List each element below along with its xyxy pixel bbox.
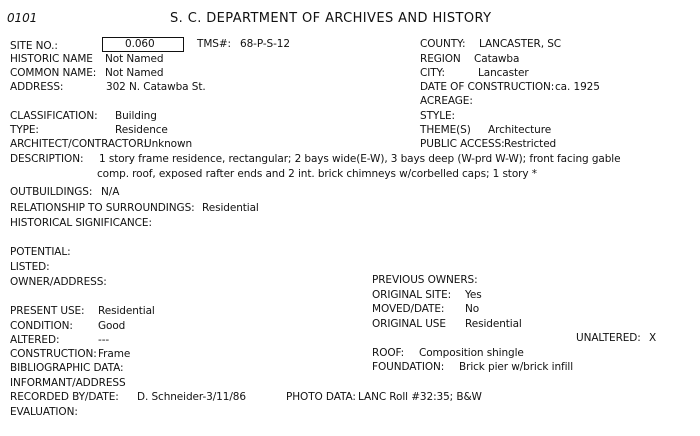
bibliographic-label: BIBLIOGRAPHIC DATA: bbox=[10, 362, 124, 374]
original-use-label: ORIGINAL USE bbox=[372, 318, 446, 330]
public-access-label: PUBLIC ACCESS: bbox=[420, 138, 505, 150]
construction-value: Frame bbox=[98, 348, 131, 360]
photo-data-label: PHOTO DATA: bbox=[286, 391, 356, 403]
classification-label: CLASSIFICATION: bbox=[10, 110, 98, 122]
theme-value: Architecture bbox=[488, 124, 552, 136]
county-value: LANCASTER, SC bbox=[479, 38, 562, 50]
original-site-label: ORIGINAL SITE: bbox=[372, 289, 452, 301]
tms-label: TMS#: bbox=[197, 38, 231, 50]
altered-value: --- bbox=[98, 334, 110, 346]
address-value: 302 N. Catawba St. bbox=[106, 81, 206, 93]
site-no-value: 0.060 bbox=[125, 38, 155, 50]
listed-label: LISTED: bbox=[10, 261, 50, 273]
previous-owners-label: PREVIOUS OWNERS: bbox=[372, 274, 478, 286]
county-label: COUNTY: bbox=[420, 38, 466, 50]
city-label: CITY: bbox=[420, 67, 445, 79]
original-site-value: Yes bbox=[465, 289, 482, 301]
date-of-construction-label: DATE OF CONSTRUCTION: bbox=[420, 81, 555, 93]
recorded-label: RECORDED BY/DATE: bbox=[10, 391, 119, 403]
relationship-label: RELATIONSHIP TO SURROUNDINGS: bbox=[10, 202, 195, 214]
style-label: STYLE: bbox=[420, 110, 455, 122]
description-line-1: 1 story frame residence, rectangular; 2 bays wide(E-W), 3 bays deep (W-prd W-W); front facing gable bbox=[99, 153, 621, 165]
altered-label: ALTERED: bbox=[10, 334, 60, 346]
present-use-value: Residential bbox=[98, 305, 155, 317]
unaltered-label: UNALTERED: bbox=[576, 332, 641, 344]
condition-label: CONDITION: bbox=[10, 320, 73, 332]
informant-label: INFORMANT/ADDRESS bbox=[10, 377, 126, 389]
roof-value: Composition shingle bbox=[419, 347, 524, 359]
present-use-label: PRESENT USE: bbox=[10, 305, 85, 317]
type-value: Residence bbox=[115, 124, 168, 136]
architect-value: Unknown bbox=[144, 138, 193, 150]
moved-date-label: MOVED/DATE: bbox=[372, 303, 445, 315]
unaltered-value: X bbox=[649, 332, 657, 344]
outbuildings-label: OUTBUILDINGS: bbox=[10, 186, 93, 198]
acreage-label: ACREAGE: bbox=[420, 95, 473, 107]
city-value: Lancaster bbox=[478, 67, 529, 79]
tms-value: 68-P-S-12 bbox=[240, 38, 290, 50]
outbuildings-value: N/A bbox=[101, 186, 120, 198]
roof-label: ROOF: bbox=[372, 347, 405, 359]
description-line-2: comp. roof, exposed rafter ends and 2 int. brick chimneys w/corbelled caps; 1 story * bbox=[97, 168, 537, 180]
theme-label: THEME(S) bbox=[420, 124, 471, 136]
photo-data-value: LANC Roll #32:35; B&W bbox=[358, 391, 482, 403]
classification-value: Building bbox=[115, 110, 157, 122]
recorded-value: D. Schneider-3/11/86 bbox=[137, 391, 246, 403]
historic-name-value: Not Named bbox=[105, 53, 164, 65]
region-value: Catawba bbox=[474, 53, 520, 65]
description-label: DESCRIPTION: bbox=[10, 153, 84, 165]
form-number: 0101 bbox=[7, 11, 38, 25]
historic-name-label: HISTORIC NAME bbox=[10, 53, 93, 65]
public-access-value: Restricted bbox=[504, 138, 557, 150]
owner-address-label: OWNER/ADDRESS: bbox=[10, 276, 107, 288]
moved-date-value: No bbox=[465, 303, 480, 315]
relationship-value: Residential bbox=[202, 202, 259, 214]
site-no-label: SITE NO.: bbox=[10, 40, 58, 52]
date-of-construction-value: ca. 1925 bbox=[555, 81, 600, 93]
page-title: S. C. DEPARTMENT OF ARCHIVES AND HISTORY bbox=[170, 11, 492, 26]
common-name-label: COMMON NAME: bbox=[10, 67, 97, 79]
architect-label: ARCHITECT/CONTRACTOR: bbox=[10, 138, 147, 150]
historical-significance-label: HISTORICAL SIGNIFICANCE: bbox=[10, 217, 152, 229]
region-label: REGION bbox=[420, 53, 461, 65]
construction-label: CONSTRUCTION: bbox=[10, 348, 97, 360]
potential-label: POTENTIAL: bbox=[10, 246, 71, 258]
original-use-value: Residential bbox=[465, 318, 522, 330]
address-label: ADDRESS: bbox=[10, 81, 64, 93]
evaluation-label: EVALUATION: bbox=[10, 406, 78, 418]
condition-value: Good bbox=[98, 320, 126, 332]
common-name-value: Not Named bbox=[105, 67, 164, 79]
foundation-value: Brick pier w/brick infill bbox=[459, 361, 574, 373]
type-label: TYPE: bbox=[10, 124, 39, 136]
foundation-label: FOUNDATION: bbox=[372, 361, 445, 373]
